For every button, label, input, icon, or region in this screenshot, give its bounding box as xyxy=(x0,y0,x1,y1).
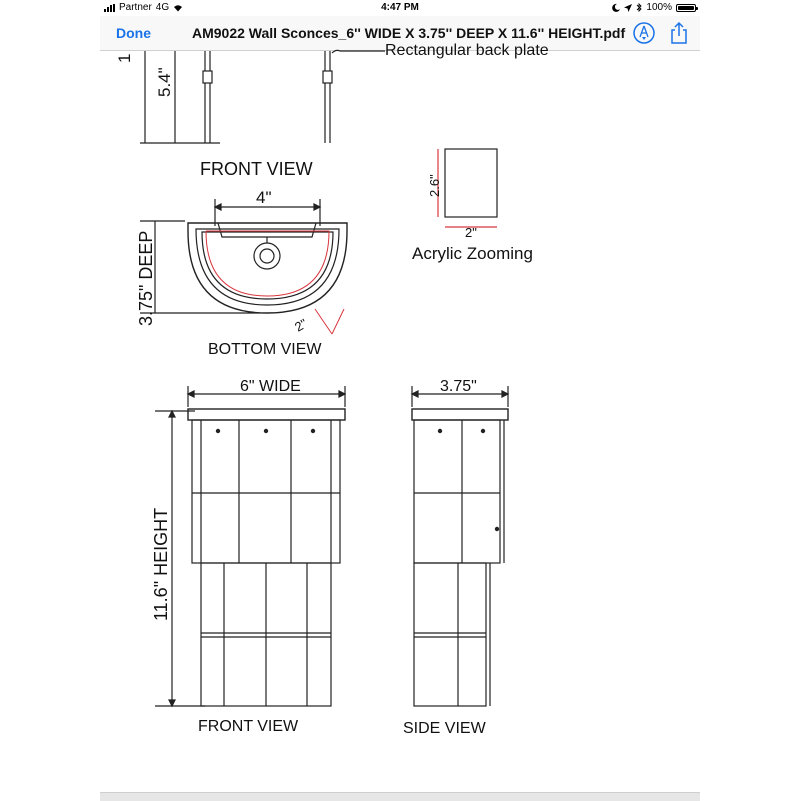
inner-dimension-line xyxy=(332,309,344,334)
inner-dimension-line xyxy=(315,309,332,334)
device-screen xyxy=(100,0,700,800)
front-view-top-label: FRONT VIEW xyxy=(200,159,313,179)
done-button[interactable]: Done xyxy=(116,25,151,41)
battery-percent: 100% xyxy=(646,2,672,13)
side-lower-panels xyxy=(414,563,486,706)
screw xyxy=(495,527,498,530)
callout-leader xyxy=(332,50,385,53)
screw xyxy=(481,429,484,432)
acrylic-label: Acrylic Zooming xyxy=(412,244,533,263)
pdf-document-view[interactable] xyxy=(100,42,700,791)
status-time: 4:47 PM xyxy=(381,2,419,13)
bottom-depth-dimension: 3.75" DEEP xyxy=(136,230,156,326)
acrylic-height-dimension: 2.6" xyxy=(427,174,442,197)
share-icon[interactable] xyxy=(670,21,688,45)
markup-pen-icon[interactable] xyxy=(633,22,655,44)
bottom-view-label: BOTTOM VIEW xyxy=(208,341,322,358)
bottom-width-dimension: 4" xyxy=(256,188,272,207)
top-canopy xyxy=(188,409,345,420)
front-height-dimension: 11.6" HEIGHT xyxy=(151,507,171,621)
battery-icon xyxy=(676,4,696,12)
document-title: AM9022 Wall Sconces_6'' WIDE X 3.75'' DEEP X 11.6'' HEIGHT.pdf xyxy=(192,25,626,41)
side-upper-panels xyxy=(414,420,500,563)
top-dimension: 5.4" xyxy=(155,67,174,97)
location-arrow-icon xyxy=(624,4,632,12)
front-width-dimension: 6" WIDE xyxy=(240,378,301,395)
technical-drawing xyxy=(100,42,700,791)
center-mount xyxy=(254,243,280,269)
bluetooth-icon xyxy=(636,3,642,12)
screw xyxy=(216,429,219,432)
bottom-view xyxy=(140,199,347,313)
screw xyxy=(438,429,441,432)
bottom-inner-dimension: 2" xyxy=(292,315,310,335)
network-type: 4G xyxy=(155,2,170,13)
back-plate-label: Rectangular back plate xyxy=(385,42,549,59)
side-view xyxy=(412,386,508,706)
center-mount xyxy=(260,249,274,263)
status-bar xyxy=(100,0,700,16)
side-canopy xyxy=(412,409,508,420)
rod-clip xyxy=(323,71,332,83)
status-right xyxy=(612,2,696,13)
front-view-label: FRONT VIEW xyxy=(198,718,299,735)
top-front-view xyxy=(140,50,385,143)
acrylic-panel xyxy=(445,149,497,217)
screw xyxy=(264,429,267,432)
front-view xyxy=(155,386,345,706)
carrier-name: Partner xyxy=(119,2,152,13)
rod-clip xyxy=(203,71,212,83)
side-width-dimension: 3.75" xyxy=(440,378,477,395)
bottom-toolbar-edge xyxy=(100,792,700,801)
upper-panels xyxy=(192,420,340,563)
acrylic-width-dimension: 2" xyxy=(465,225,477,240)
side-view-label: SIDE VIEW xyxy=(403,720,486,737)
moon-icon xyxy=(612,4,620,12)
acrylic-piece xyxy=(438,149,497,227)
top-partial-dimension: 1 xyxy=(115,53,134,63)
screw xyxy=(311,429,314,432)
mount-bracket xyxy=(218,223,316,237)
